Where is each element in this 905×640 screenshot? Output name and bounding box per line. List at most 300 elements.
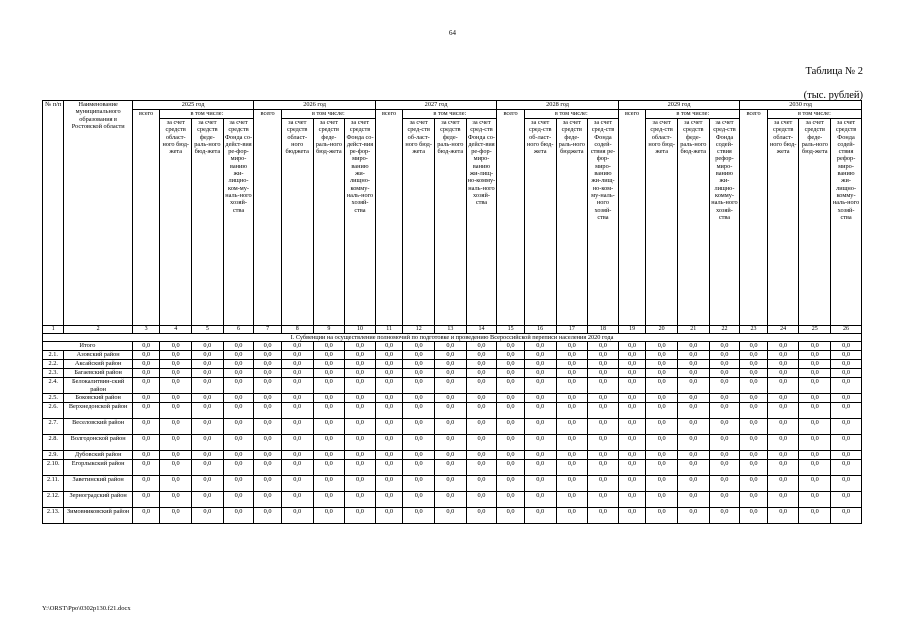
row-value: 0,0	[223, 435, 254, 451]
column-number: 14	[466, 326, 497, 334]
row-value: 0,0	[375, 435, 403, 451]
column-number: 3	[132, 326, 160, 334]
row-value: 0,0	[588, 508, 619, 524]
row-value: 0,0	[556, 419, 588, 435]
row-value: 0,0	[524, 460, 556, 476]
column-number: 11	[375, 326, 403, 334]
row-value: 0,0	[618, 403, 646, 419]
row-value: 0,0	[254, 492, 282, 508]
row-value: 0,0	[403, 451, 435, 460]
row-value: 0,0	[799, 419, 831, 435]
row-value: 0,0	[677, 508, 709, 524]
row-number: 2.5.	[43, 394, 64, 403]
row-value: 0,0	[160, 394, 192, 403]
row-value: 0,0	[281, 351, 313, 360]
row-value: 0,0	[132, 508, 160, 524]
column-number: 17	[556, 326, 588, 334]
year-head: 2030 год	[740, 101, 862, 110]
row-value: 0,0	[403, 403, 435, 419]
row-value: 0,0	[223, 492, 254, 508]
row-value: 0,0	[466, 369, 497, 378]
column-number: 8	[281, 326, 313, 334]
row-value: 0,0	[223, 508, 254, 524]
row-value: 0,0	[281, 342, 313, 351]
row-value: 0,0	[132, 419, 160, 435]
row-value: 0,0	[466, 419, 497, 435]
row-number: 2.9.	[43, 451, 64, 460]
row-value: 0,0	[435, 460, 467, 476]
row-value: 0,0	[799, 460, 831, 476]
row-number: 2.7.	[43, 419, 64, 435]
row-value: 0,0	[646, 435, 678, 451]
col-head-source: за счет сред-ств об-ласт-ного бюд-жета	[524, 119, 556, 326]
row-value: 0,0	[223, 403, 254, 419]
units-label: (тыс. рублей)	[803, 90, 863, 101]
row-value: 0,0	[677, 360, 709, 369]
col-head-source: за счет сред-ств Фонда содей-ствия рефор-миро-ванию жи-лищно-комму-наль-ного хозяй-ства	[709, 119, 740, 326]
row-number: 2.1.	[43, 351, 64, 360]
row-value: 0,0	[132, 369, 160, 378]
row-value: 0,0	[677, 394, 709, 403]
row-value: 0,0	[254, 342, 282, 351]
row-value: 0,0	[524, 394, 556, 403]
row-value: 0,0	[466, 451, 497, 460]
row-value: 0,0	[588, 460, 619, 476]
row-value: 0,0	[375, 451, 403, 460]
row-number: 2.8.	[43, 435, 64, 451]
column-number: 7	[254, 326, 282, 334]
row-value: 0,0	[375, 342, 403, 351]
row-value: 0,0	[646, 394, 678, 403]
row-value: 0,0	[466, 435, 497, 451]
row-value: 0,0	[497, 451, 525, 460]
row-value: 0,0	[466, 342, 497, 351]
row-value: 0,0	[132, 351, 160, 360]
table-caption: Таблица № 2	[805, 66, 863, 77]
row-value: 0,0	[677, 403, 709, 419]
row-value: 0,0	[556, 403, 588, 419]
col-head-source: за счет средств феде-раль-ного бюджета	[556, 119, 588, 326]
row-value: 0,0	[524, 403, 556, 419]
row-value: 0,0	[403, 435, 435, 451]
row-value: 0,0	[435, 476, 467, 492]
row-number: 2.10.	[43, 460, 64, 476]
row-value: 0,0	[375, 419, 403, 435]
row-value: 0,0	[646, 360, 678, 369]
table-row	[43, 419, 862, 435]
row-district-name: Верхнедонской район	[64, 403, 132, 419]
row-value: 0,0	[524, 342, 556, 351]
row-value: 0,0	[799, 403, 831, 419]
row-value: 0,0	[677, 351, 709, 360]
row-value: 0,0	[435, 508, 467, 524]
column-number: 19	[618, 326, 646, 334]
row-value: 0,0	[740, 419, 768, 435]
row-total-label: Итого	[43, 342, 133, 351]
column-number: 16	[524, 326, 556, 334]
row-value: 0,0	[160, 451, 192, 460]
row-value: 0,0	[254, 403, 282, 419]
row-value: 0,0	[588, 342, 619, 351]
row-value: 0,0	[435, 492, 467, 508]
row-value: 0,0	[132, 378, 160, 394]
row-value: 0,0	[618, 508, 646, 524]
table-row	[43, 342, 862, 351]
row-number: 2.3.	[43, 369, 64, 378]
table-row	[43, 492, 862, 508]
col-head-source: за счет средств феде-раль-ного бюд-жета	[435, 119, 467, 326]
row-value: 0,0	[709, 460, 740, 476]
row-value: 0,0	[223, 351, 254, 360]
column-number: 9	[313, 326, 345, 334]
row-value: 0,0	[497, 403, 525, 419]
row-value: 0,0	[588, 378, 619, 394]
row-value: 0,0	[466, 460, 497, 476]
row-value: 0,0	[313, 508, 345, 524]
row-value: 0,0	[160, 435, 192, 451]
row-value: 0,0	[831, 508, 862, 524]
row-value: 0,0	[403, 492, 435, 508]
row-value: 0,0	[192, 369, 224, 378]
row-value: 0,0	[709, 451, 740, 460]
row-value: 0,0	[740, 403, 768, 419]
row-value: 0,0	[435, 351, 467, 360]
row-value: 0,0	[709, 342, 740, 351]
row-value: 0,0	[313, 492, 345, 508]
row-value: 0,0	[192, 394, 224, 403]
row-value: 0,0	[403, 394, 435, 403]
column-number: 23	[740, 326, 768, 334]
row-number: 2.11.	[43, 476, 64, 492]
row-value: 0,0	[466, 508, 497, 524]
row-district-name: Заветинский район	[64, 476, 132, 492]
column-number: 21	[677, 326, 709, 334]
table-row	[43, 369, 862, 378]
row-value: 0,0	[524, 508, 556, 524]
year-head: 2029 год	[618, 101, 739, 110]
row-value: 0,0	[588, 476, 619, 492]
col-head-source: за счет средств Фонда содей-ствия рефор-миро-ванию жи-лищно-комму-наль-ного хозяй-ства	[831, 119, 862, 326]
row-value: 0,0	[313, 476, 345, 492]
row-value: 0,0	[313, 419, 345, 435]
row-value: 0,0	[435, 419, 467, 435]
row-value: 0,0	[160, 419, 192, 435]
row-value: 0,0	[588, 492, 619, 508]
column-number: 15	[497, 326, 525, 334]
column-number: 13	[435, 326, 467, 334]
row-value: 0,0	[375, 403, 403, 419]
row-value: 0,0	[223, 342, 254, 351]
col-head-name: Наименование муниципального образования в Ростовской области	[64, 101, 132, 326]
row-value: 0,0	[254, 351, 282, 360]
row-value: 0,0	[799, 369, 831, 378]
row-number: 2.6.	[43, 403, 64, 419]
row-value: 0,0	[254, 451, 282, 460]
row-value: 0,0	[831, 460, 862, 476]
row-value: 0,0	[223, 419, 254, 435]
row-value: 0,0	[435, 394, 467, 403]
table-row	[43, 403, 862, 419]
col-head-source: за счет средств феде-раль-ного бюд-жета	[677, 119, 709, 326]
row-value: 0,0	[435, 378, 467, 394]
row-value: 0,0	[767, 342, 799, 351]
row-value: 0,0	[556, 451, 588, 460]
row-value: 0,0	[646, 460, 678, 476]
row-value: 0,0	[524, 435, 556, 451]
row-value: 0,0	[403, 460, 435, 476]
year-head: 2028 год	[497, 101, 618, 110]
row-value: 0,0	[799, 360, 831, 369]
row-value: 0,0	[740, 451, 768, 460]
row-value: 0,0	[435, 342, 467, 351]
col-head-source: за счет средств област-ного бюджета	[281, 119, 313, 326]
row-value: 0,0	[313, 351, 345, 360]
column-number: 24	[767, 326, 799, 334]
row-value: 0,0	[403, 476, 435, 492]
row-value: 0,0	[709, 492, 740, 508]
row-value: 0,0	[345, 360, 376, 369]
column-number: 18	[588, 326, 619, 334]
col-head-source: за счет средств област-ного бюд-жета	[160, 119, 192, 326]
row-value: 0,0	[677, 435, 709, 451]
col-head-total: всего	[375, 110, 403, 326]
row-value: 0,0	[799, 508, 831, 524]
row-value: 0,0	[254, 378, 282, 394]
row-value: 0,0	[618, 476, 646, 492]
column-number: 10	[345, 326, 376, 334]
row-value: 0,0	[254, 360, 282, 369]
row-value: 0,0	[192, 378, 224, 394]
row-value: 0,0	[466, 351, 497, 360]
row-number: 2.13.	[43, 508, 64, 524]
row-value: 0,0	[403, 508, 435, 524]
row-value: 0,0	[646, 369, 678, 378]
table-row	[43, 351, 862, 360]
col-head-total: всего	[740, 110, 768, 326]
row-district-name: Дубовский район	[64, 451, 132, 460]
row-value: 0,0	[466, 360, 497, 369]
col-head-source: за счет средств феде-раль-ного бюд-жета	[799, 119, 831, 326]
row-value: 0,0	[313, 394, 345, 403]
row-value: 0,0	[132, 451, 160, 460]
row-value: 0,0	[646, 419, 678, 435]
row-value: 0,0	[677, 378, 709, 394]
row-value: 0,0	[192, 360, 224, 369]
col-head-in-total: в том числе:	[281, 110, 375, 119]
row-district-name: Белокалитвин-ский район	[64, 378, 132, 394]
row-value: 0,0	[375, 378, 403, 394]
row-value: 0,0	[345, 419, 376, 435]
row-value: 0,0	[588, 403, 619, 419]
table-row	[43, 508, 862, 524]
row-value: 0,0	[831, 403, 862, 419]
row-value: 0,0	[466, 492, 497, 508]
row-value: 0,0	[740, 492, 768, 508]
row-value: 0,0	[740, 476, 768, 492]
table-row	[43, 394, 862, 403]
row-value: 0,0	[435, 403, 467, 419]
budget-table	[42, 100, 862, 524]
column-number: 26	[831, 326, 862, 334]
row-value: 0,0	[618, 492, 646, 508]
row-value: 0,0	[313, 403, 345, 419]
row-value: 0,0	[831, 476, 862, 492]
row-value: 0,0	[345, 508, 376, 524]
year-head: 2027 год	[375, 101, 496, 110]
column-number: 25	[799, 326, 831, 334]
row-value: 0,0	[345, 451, 376, 460]
row-district-name: Волгодонской район	[64, 435, 132, 451]
row-value: 0,0	[466, 476, 497, 492]
row-district-name: Багаевский район	[64, 369, 132, 378]
row-value: 0,0	[677, 451, 709, 460]
row-value: 0,0	[497, 492, 525, 508]
row-value: 0,0	[375, 394, 403, 403]
row-value: 0,0	[556, 460, 588, 476]
column-number: 12	[403, 326, 435, 334]
row-value: 0,0	[375, 508, 403, 524]
column-number: 5	[192, 326, 224, 334]
footer-path: Y:\ORST\Ppo\0302p130.f21.docx	[42, 605, 131, 612]
col-head-source: за счет средств Фонда со-дейст-вия ре-фор-миро-ванию жи-лищно-комму-наль-ного хозяй-ства	[345, 119, 376, 326]
row-value: 0,0	[223, 369, 254, 378]
row-value: 0,0	[497, 508, 525, 524]
row-value: 0,0	[618, 394, 646, 403]
row-value: 0,0	[709, 360, 740, 369]
row-value: 0,0	[556, 360, 588, 369]
row-value: 0,0	[588, 351, 619, 360]
row-district-name: Боковский район	[64, 394, 132, 403]
col-head-total: всего	[618, 110, 646, 326]
row-value: 0,0	[497, 419, 525, 435]
row-value: 0,0	[556, 351, 588, 360]
col-head-source: за счет сред-ств об-ласт-ного бюд-жета	[403, 119, 435, 326]
row-value: 0,0	[313, 378, 345, 394]
row-value: 0,0	[345, 351, 376, 360]
row-value: 0,0	[740, 394, 768, 403]
row-value: 0,0	[767, 508, 799, 524]
row-value: 0,0	[160, 342, 192, 351]
row-value: 0,0	[254, 435, 282, 451]
col-head-source: за счет сред-ств Фонда содей-ствия ре-фор-миро-ванию жи-лищ-но-ком-му-наль-ного хозяй-ства	[588, 119, 619, 326]
row-value: 0,0	[831, 394, 862, 403]
row-value: 0,0	[618, 451, 646, 460]
row-value: 0,0	[677, 369, 709, 378]
row-value: 0,0	[345, 435, 376, 451]
row-value: 0,0	[403, 369, 435, 378]
row-value: 0,0	[646, 476, 678, 492]
col-head-source: за счет сред-ств Фонда со-дейст-вия ре-фор-миро-ванию жи-лищ-но-комму-наль-ного хозяй-ства	[466, 119, 497, 326]
row-value: 0,0	[160, 403, 192, 419]
row-value: 0,0	[524, 476, 556, 492]
row-value: 0,0	[132, 435, 160, 451]
row-value: 0,0	[799, 451, 831, 460]
row-value: 0,0	[403, 378, 435, 394]
row-value: 0,0	[375, 460, 403, 476]
row-value: 0,0	[223, 360, 254, 369]
row-number: 2.2.	[43, 360, 64, 369]
row-value: 0,0	[160, 378, 192, 394]
row-value: 0,0	[677, 476, 709, 492]
col-head-in-total: в том числе:	[767, 110, 861, 119]
row-value: 0,0	[588, 451, 619, 460]
row-value: 0,0	[132, 460, 160, 476]
row-value: 0,0	[223, 394, 254, 403]
row-district-name: Егорлыкский район	[64, 460, 132, 476]
row-value: 0,0	[740, 460, 768, 476]
row-value: 0,0	[160, 492, 192, 508]
row-value: 0,0	[799, 394, 831, 403]
row-value: 0,0	[192, 435, 224, 451]
row-value: 0,0	[313, 435, 345, 451]
row-value: 0,0	[709, 394, 740, 403]
row-value: 0,0	[767, 492, 799, 508]
row-value: 0,0	[345, 378, 376, 394]
row-value: 0,0	[132, 476, 160, 492]
row-value: 0,0	[497, 351, 525, 360]
row-value: 0,0	[767, 369, 799, 378]
row-value: 0,0	[375, 360, 403, 369]
row-value: 0,0	[740, 435, 768, 451]
row-value: 0,0	[799, 435, 831, 451]
row-value: 0,0	[254, 508, 282, 524]
row-value: 0,0	[160, 360, 192, 369]
row-value: 0,0	[497, 369, 525, 378]
row-value: 0,0	[435, 369, 467, 378]
row-value: 0,0	[281, 451, 313, 460]
row-value: 0,0	[132, 403, 160, 419]
row-value: 0,0	[524, 419, 556, 435]
row-value: 0,0	[618, 369, 646, 378]
row-value: 0,0	[524, 369, 556, 378]
row-value: 0,0	[618, 419, 646, 435]
row-value: 0,0	[831, 451, 862, 460]
row-value: 0,0	[767, 451, 799, 460]
row-value: 0,0	[740, 360, 768, 369]
row-value: 0,0	[254, 394, 282, 403]
row-value: 0,0	[709, 351, 740, 360]
row-value: 0,0	[345, 403, 376, 419]
col-head-num: № п/п	[43, 101, 64, 326]
row-value: 0,0	[403, 342, 435, 351]
row-value: 0,0	[281, 378, 313, 394]
row-value: 0,0	[646, 451, 678, 460]
col-head-in-total: в том числе:	[646, 110, 740, 119]
row-value: 0,0	[618, 360, 646, 369]
col-head-total: всего	[132, 110, 160, 326]
row-value: 0,0	[192, 476, 224, 492]
row-value: 0,0	[223, 378, 254, 394]
column-number: 4	[160, 326, 192, 334]
row-value: 0,0	[646, 508, 678, 524]
row-value: 0,0	[160, 369, 192, 378]
row-value: 0,0	[618, 342, 646, 351]
row-value: 0,0	[524, 360, 556, 369]
column-number: 2	[64, 326, 132, 334]
row-value: 0,0	[345, 476, 376, 492]
row-value: 0,0	[403, 419, 435, 435]
row-value: 0,0	[556, 394, 588, 403]
row-value: 0,0	[524, 492, 556, 508]
row-value: 0,0	[192, 419, 224, 435]
row-value: 0,0	[313, 342, 345, 351]
row-value: 0,0	[799, 378, 831, 394]
col-head-total: всего	[497, 110, 525, 326]
row-value: 0,0	[588, 369, 619, 378]
row-value: 0,0	[192, 342, 224, 351]
col-head-in-total: в том числе:	[524, 110, 618, 119]
col-head-source: за счет средств феде-раль-ного бюд-жета	[313, 119, 345, 326]
